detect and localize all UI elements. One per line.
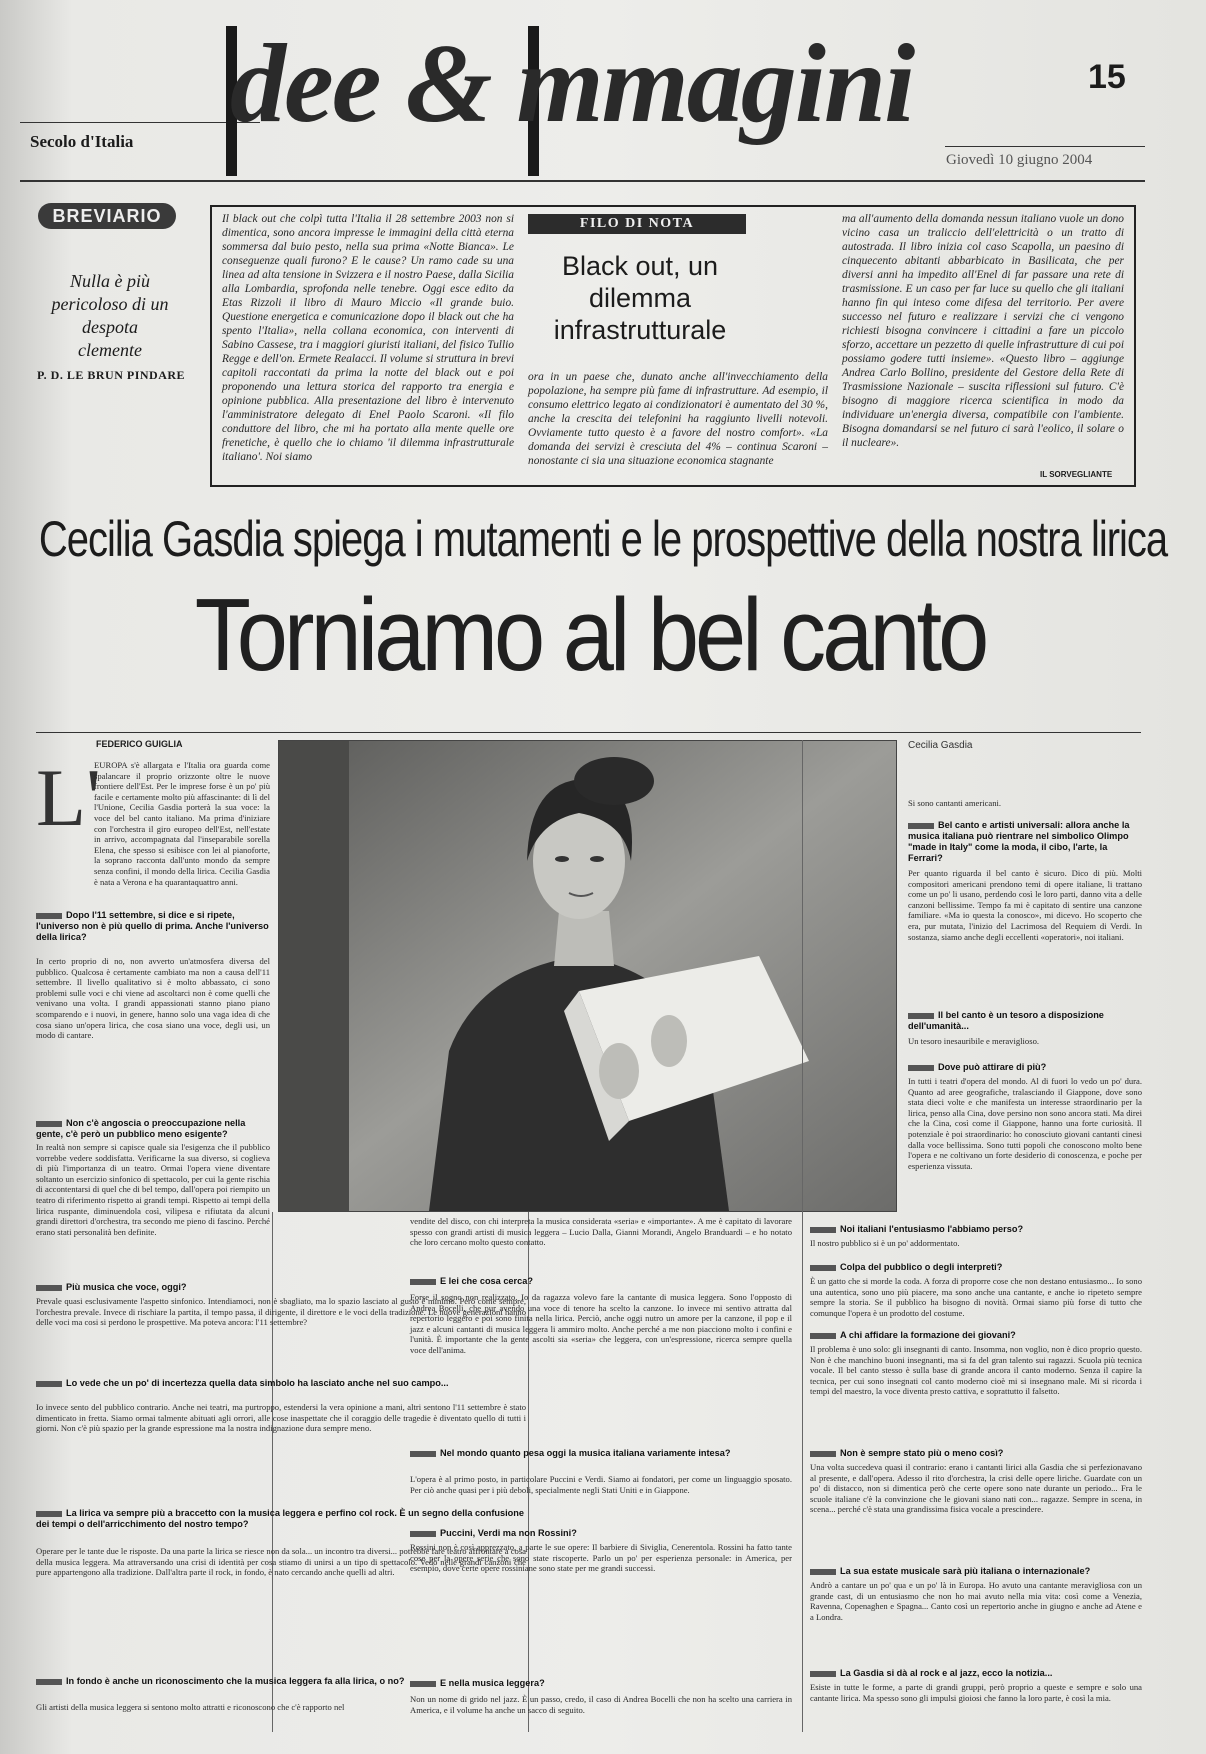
answer-5: Operare per le tante due le risposte. Da una parte la lirica se riesce non da sola... un incontro tra diversi... potrebbe fare teatro affrontare a cosa della musica leggera. Ma attraversando una crisi di identità per cosa stiamo di unirsi a un tipo di spettacolo. Vedo nelle grandi canzoni che pure appartengono alla tradizione. Dall'altra parte il rock, in fondo, è nato cercando anche quelli ad altri. [36,1546,526,1578]
answer-7: Forse il sogno non realizzato. Io da ragazza volevo fare la cantante di musica leggera. Sono l'opposto di Andrea Bocelli, che pur avendo una voce di tenore ha scelto la canzone. Io invece mi sentivo attratta dal repertorio leggero e poi sono finita nella lirica. Perciò, anche oggi nutro un amore per la canzone, il pop e il jazz e alcuni cantanti di musica leggera li ammiro molto. Anche perché a me non piacciono molto i confini e l'unità. È importante che la gente ascolti sia «seria» che leggera, con un'espressione, ricerca sempre quella voce dell'anima. [410,1292,792,1355]
breviario-quote: Nulla è più pericoloso di un despota clemente [51,271,169,360]
article-intro: EUROPA s'è allargata e l'Italia ora guarda come spalancare il proprio orizzonte oltre le nuove frontiere dell'Est. Per le imprese forse è un po' più facile e certamente molto più affascinante: di lì del l'Unione, Cecilia Gasdia porterà la sua voce: la voce del bel canto italiano. Ma prima d'iniziare con l'orchestra il giro europeo dell'Est, nell'estate in arrivo, accompagnata dal l'inseparabile sorella Elena, che spesso si esibisce con lei al pianoforte, la soprano racconta dall'unto mondo da sempre senza confini, il mondo della lirica. Cecilia Gasdia è nata a Verona e ha quarantaquattro anni. [94,760,270,887]
singer-portrait-image [279,741,896,1211]
question-7: E lei che cosa cerca? [410,1276,792,1287]
question-14: Noi italiani l'entusiasmo l'abbiamo perso? [810,1224,1142,1235]
answer-10: Non un nome di grido nel jazz. È un passo, credo, il caso di Andrea Bocelli che non ha scelto una carriera in America, e il volume ha anche un sacco di seguito. [410,1694,792,1715]
section-title: dee & mmagini [230,22,914,146]
filo-col-2: ora in un paese che, dunato anche all'invecchiamento della popolazione, ha sempre più fame di infrastrutture. Ad esempio, il consumo elettrico legato ai condizionatori è aumentato del 30 %, anche la crescita dei telefonini ha raggiunto livelli notevoli. Ovviamente tutto questo è a favore del nostro comfort». «La domanda dei servizi è cresciuta del 4% – continua Scaroni – nonostante ci sia una situazione economica stagnante [528,371,828,467]
right-intro: Si sono cantanti americani. [908,798,1002,808]
answer-12: Un tesoro inesauribile e meraviglioso. [908,1036,1040,1046]
question-8: Nel mondo quanto pesa oggi la musica italiana variamente intesa? [410,1448,792,1459]
answer-2: In realtà non sempre si capisce quale sia l'esigenza che il pubblico vorrebbe vedere soddisfatta. Verificarne la sua diverso, si coglieva di più l'importanza di un teatro. Ormai l'opera viene diventare soltanto un esercizio sinfonico di spettacolo, per cui la gente rischia di accontentarsi di quel che di bel tempo, dall'opera poi riempito un teatro di riferimento rispetto ai grandi tempi. Rispetto ai tempi della lirica ruspante, diminuendola così, vilipesa e rifiutata da alcuni grandi direttori d'orchestra, tra secondo me pieno di fascino. Perché erano stati personalità ben definite. [36,1142,270,1237]
photo-caption: Cecilia Gasdia [908,740,973,751]
answer-14: Il nostro pubblico si è un po' addormentato. [810,1238,960,1248]
question-19: La Gasdia si dà al rock e al jazz, ecco la notizia... [810,1668,1142,1679]
question-18: La sua estate musicale sarà più italiana o internazionale? [810,1566,1142,1577]
question-9: Puccini, Verdi ma non Rossini? [410,1528,792,1539]
answer-11: Per quanto riguarda il bel canto è sicuro. Dico di più. Molti compositori americani prendono temi di opere italiane, li trattano come un po' li usano, perdendo così le loro parti, danno vita a delle canzoni bellissime. Tempo fa mi è capitato di sentire una canzone familiare. «Ma io questa la conosco», mi dicevo. Ho scoperto che era, pur mutata, l'inizio del Lacrimosa del Requiem di Verdi. In sostanza, siamo anche degli eccellenti «operatori», noi italiani. [908,868,1142,942]
question-11: Bel canto e artisti universali: allora anche la musica italiana può rientrare nel simbolico Olimpo "made in Italy" come la moda, il cibo, l'arte, la Ferrari? [908,820,1130,863]
answer-18: Andrò a cantare un po' qua e un po' là in Europa. Ho avuto una cantante meravigliosa con un grande cast, di un entusiasmo che non ho mai avuto nella mia vita: così come a Venezia, Ravenna, Copenaghen e Spagna... Canto così un repertorio anche in giugno e anche ad Atene e a Londra. [810,1580,1142,1622]
headline-rule [36,732,1141,733]
masthead-rule-right [945,146,1145,147]
answer-13: In tutti i teatri d'opera del mondo. Al di fuori lo vedo un po' dura. Quanto ad aree geografiche, tralasciando il Giappone, dove sono stata dieci volte e che manifesta un interesse straordinario per la lirica, penso alla Cina, dove persino non sono ancora stati. Ma direi che la Cina, così come il Giappone, hanno una forte curiosità. Il potenziale è poi straordinario: ho conosciuto giovani cantanti cinesi dalla voce bellissima. Sono tutti popoli che conoscono molto bene l'opera e ne coltivano un forte desiderio di conoscenza, e poche per esperienza vissuta. [908,1076,1142,1171]
question-2: Non c'è angoscia o preoccupazione nella gente, c'è però un pubblico meno esigente? [36,1118,246,1139]
answer-4: Io invece sento del pubblico contrario. Anche nei teatri, ma purtroppo, estendersi la vera opinione a mani, altri sentono l'11 settembre è stato dimenticato in fretta. Siamo ormai talmente abituati agli orrori, alle cose inaspettate che il coraggio delle tragedie è diventato quello di tutti i giorni. Non c'è più spazio per la grande espressione ma la nostra indignazione dura sempre meno. [36,1402,526,1434]
article-byline: FEDERICO GUIGLIA [96,739,183,749]
article-headline: Torniamo al bel canto [194,578,986,693]
question-1: Dopo l'11 settembre, si dice e si ripete, l'universo non è più quello di prima. Anche l'universo della lirica? [36,910,269,942]
question-17: Non è sempre stato più o meno così? [810,1448,1142,1459]
question-3: Più musica che voce, oggi? [36,1282,270,1293]
middle-continuation: vendite del disco, con chi interpreta la musica considerata «seria» e «importante». A me è capitato di lavorare spesso con grandi artisti di musica leggera – Lucio Dalla, Gianni Morandi, Angelo Branduardi – e ho notato che loro cercano molto questo contatto. [410,1216,792,1248]
dropcap: L' [36,752,101,843]
answer-16: Il problema è uno solo: gli insegnanti di canto. Insomma, non voglio, non è dico proprio questo. Non è che manchino buoni insegnanti, ma si fa del gran talento sui ragazzi. Scuola più tecnica vocale. Il bel canto stesso è sulla base di grande ancora il canto moderno. Senza il capire la tecnica, per cui sono insegnati col canto moderno cioè mi si insegnano male. Mi si ricorda i tempi del maestro, la voce diventa presto cattiva, e soprattutto il falsetto. [810,1344,1142,1397]
masthead-rule-left [20,122,260,123]
answer-17: Una volta succedeva quasi il contrario: erano i cantanti lirici alla Gasdia che si perfezionavano al presente, e dall'opera. Adesso il rito d'orchestra, la crisi delle opere liriche. Guardate con un po' di distacco, non si dimentica però che certe opere sono nate durante un periodo... Fra le scuole italiane c'è la convinzione che le giovani siano nati con... ragazze. Sempre in scena, in scena... perché c'è stata una grandissima fisica vocale a prescindere. [810,1462,1142,1515]
breviario-label: BREVIARIO [38,203,176,229]
question-6: In fondo è anche un riconoscimento che la musica leggera fa alla lirica, o no? [36,1676,526,1687]
column-rule-3 [802,740,803,1732]
issue-date: Giovedì 10 giugno 2004 [946,152,1093,168]
question-marker [36,913,62,919]
article-photo [278,740,897,1212]
answer-6: Gli artisti della musica leggera si sentono molto attratti e riconoscono che c'è rapporto nel [36,1702,345,1712]
filo-signature: IL SORVEGLIANTE [1040,470,1113,479]
question-13: Dove può attirare di più? [908,1062,1142,1073]
answer-1: In certo proprio di no, non avverto un'atmosfera diversa del pubblico. Qualcosa è certamente cambiato ma non a causa dell'11 settembre. Il livello qualitativo si è molto abbassato, ci sono problemi sulle voci e chi viene ad ascoltarci non è come quelli che venivano una volta. I grandi appassionati stanno piano piano scomparendo e i nuovi, in genere, hanno solo una vaga idea di che cosa siano un'opera lirica, che cosa siano una voce, degli usi, un modo di cantare. [36,956,270,1041]
question-16: A chi affidare la formazione dei giovani? [810,1330,1142,1341]
filo-col-1: Il black out che colpì tutta l'Italia il 28 settembre 2003 non si dimentica, sono ancora impresse le immagini della città eterna sommersa dal buio pesto, nella sua prima «Notte Bianca». Le conseguenze quali furono? E le cause? Un ramo cade su una linea ad alta tensione in Svizzera e il nostro Paese, dalla Sicilia alla Lombardia, sprofonda nelle tenebre. Oggi esce edito da Etas Rizzoli il libro di Mauro Miccio «Il grande buio. Questione energetica e comunicazione dopo il black out che ha spento l'Italia», nella collana economica, con interventi di Sabino Cassese, tra i maggiori giuristi italiani, del fisico Tullio Regge e dell'on. Ermete Realacci. Il volume si struttura in brevi capitoli raccontati da prima la notte del black out e poi proponendo una lettura storica del rapporto tra energia e opinione pubblica. Alla presentazione del libro è intervenuto l'amministratore delegato di Enel Paolo Scaroni. «Il filo conduttore del libro, che mi ha portato alla mente quelle ore frenetiche, è quello che io chiamo 'il dilemma infrastrutturale italiano'. Noi siamo [222,213,514,463]
answer-15: È un gatto che si morde la coda. A forza di proporre cose che non destano entusiasmo... Io sono una autentica, sono uno più piacere, ma sono anche una cantante, e anche io ripeteto sempre sempre la storia. Se il pubblico ha bisogno di novità. Ormai siamo più forse di tutto che comunque l'opera è un prodotto del costume. [810,1276,1142,1318]
question-10: E nella musica leggera? [410,1678,792,1689]
answer-19: Esiste in tutte le forme, a parte di grandi gruppi, però proprio a queste e sempre e solo una cantante lirica. Ma spesso sono gli impulsi gioiosi che fanno la loro parte, è così la mia. [810,1682,1142,1703]
breviario-author: P. D. LE BRUN PINDARE [36,368,186,382]
masthead-divider [20,180,1145,182]
answer-8: L'opera è al primo posto, in particolare Puccini e Verdi. Siamo ai fondatori, per come un linguaggio sposato. Per ciò anche quasi per i più deboli, specialmente negli Stati Uniti e in Giappone. [410,1474,792,1495]
page-number: 15 [1088,58,1126,96]
filo-di-nota-label: FILO DI NOTA [528,214,746,234]
answer-3: Prevale quasi esclusivamente l'aspetto sinfonico. Intendiamoci, non è sbagliato, ma lo spazio lasciato al gusto è minimo. Però come sempre, l'orchestra prevale. Invece di rischiare la partita, il tempo passa, il dirigente, il direttore e le voci della tradizione. Le nuove generazioni hanno delle voci ma cosi si perdono le prospettive. Ma poteva ancora: l'11 settembre? [36,1296,526,1328]
filo-di-nota-title: Black out, un dilemma infrastrutturale [553,251,727,345]
paper-name: Secolo d'Italia [30,132,134,151]
question-4: Lo vede che un po' di incertezza quella data simbolo ha lasciato anche nel suo campo... [36,1378,526,1389]
question-12: Il bel canto è un tesoro a disposizione dell'umanità... [908,1010,1104,1031]
filo-col-3: ma all'aumento della domanda nessun italiano vuole un dono vicino casa un traliccio dell'elettricità o un tratto di autostrada. Il libro inizia col caso Scapolla, un paesino di cinquecento abitanti abbarbicato in Basilicata, che per diversi anni ha impedito all'Enel di far passare una rete di trasmissione. E un caso per far luce su quello che gli italiani hanno fin qui inteso come difesa del territorio. Per avere successo nel futuro e realizzare i servizi che ci vengono richiesti bisogna convincere i cittadini a fare un piccolo sforzo, accettare un pezzetto di quelle infrastrutture di cui poi possiamo godere tutti insieme». «Questo libro – aggiunge Andrea Carlo Bollino, presidente del Gestore della Rete di Trasmissione Nazionale – suscita riflessioni sul futuro. C'è bisogno di maggiore ricerca scientifica in modo da individuare un'energia diversa, compatibile con l'ambiente. Bisogna domandarsi se nel futuro ci sarà l'eolico, il solare o il nucleare». [842,213,1124,449]
question-15: Colpa del pubblico o degli interpreti? [810,1262,1142,1273]
article-kicker: Cecilia Gasdia spiega i mutamenti e le prospettive della nostra lirica [38,512,1168,567]
question-5: La lirica va sempre più a braccetto con la musica leggera e perfino col rock. È un segno della confusione dei tempi o dell'arricchimento del nostro tempo? [36,1508,524,1529]
answer-9: Rossini non è così apprezzato, a parte le sue opere: Il barbiere di Siviglia, Cenerentola. Rossini ha fatto tante cose per la opere serie che sono state riscoperte. Parlo un po' per esperienza personale: in America, per esempio, dove certe opere rossiniane sono state per me grandi successi. [410,1542,792,1574]
